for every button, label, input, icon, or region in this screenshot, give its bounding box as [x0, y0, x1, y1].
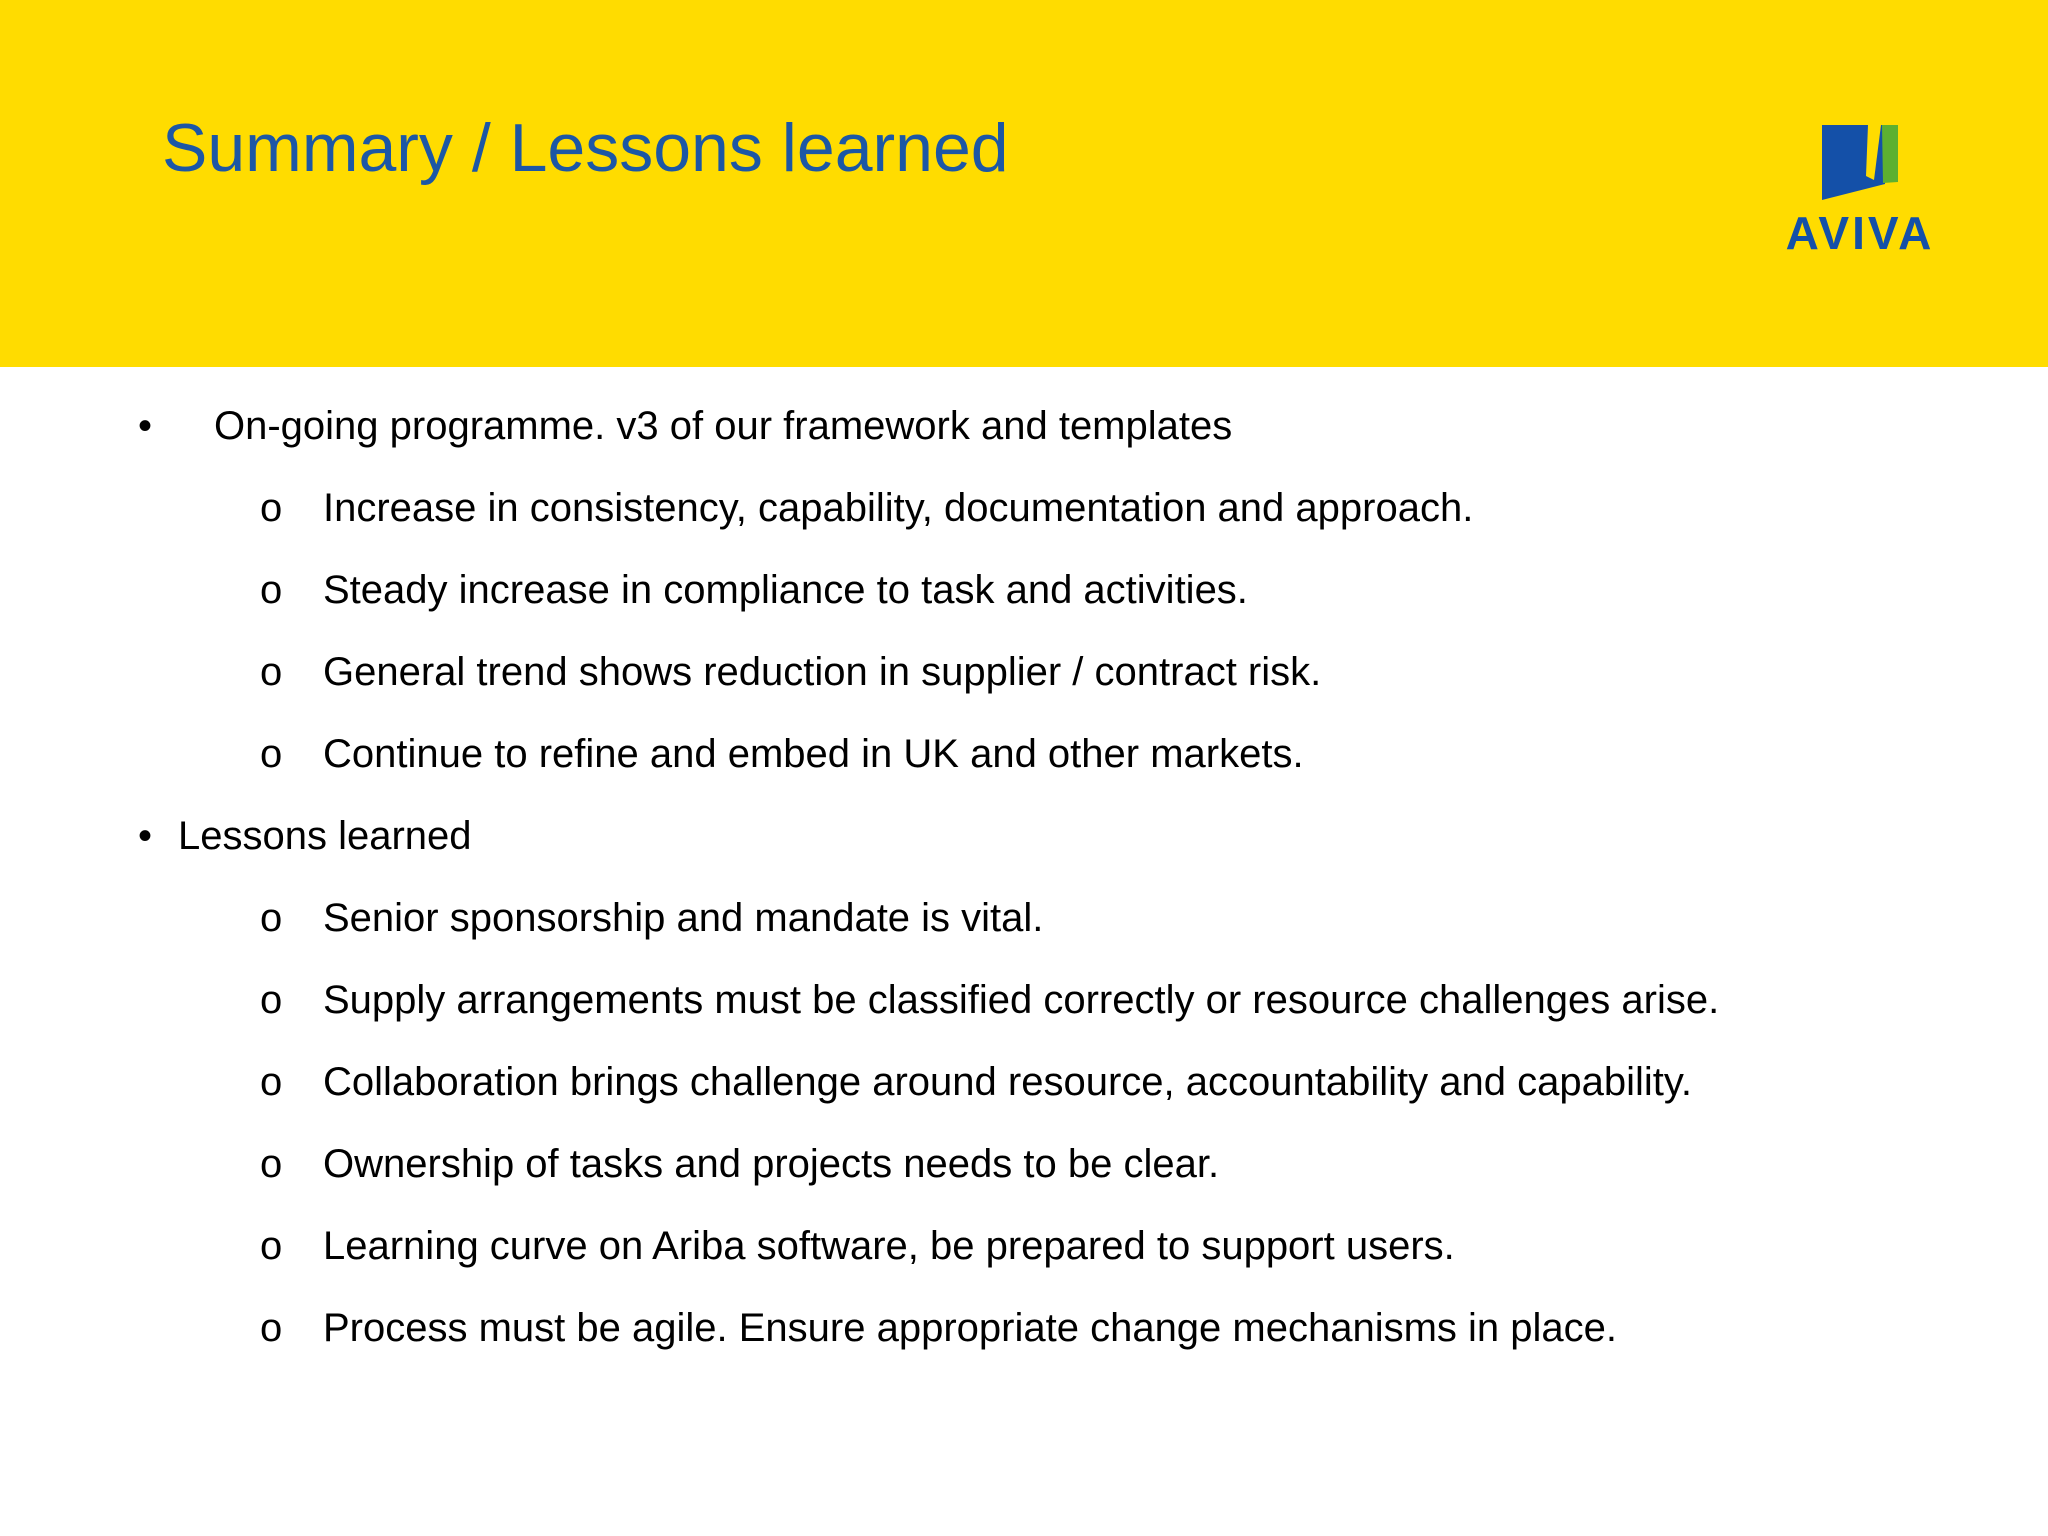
- sub-item-text: General trend shows reduction in supplier / contract risk.: [323, 650, 1322, 694]
- sub-item-text: Steady increase in compliance to task and activities.: [323, 568, 1248, 612]
- sub-item-text: Increase in consistency, capability, documentation and approach.: [323, 486, 1474, 530]
- sub-item-text: Continue to refine and embed in UK and other markets.: [323, 732, 1304, 776]
- sub-marker: o: [260, 732, 283, 776]
- sub-marker: o: [260, 1060, 283, 1104]
- sub-marker: o: [260, 1142, 283, 1186]
- sub-marker: o: [260, 896, 283, 940]
- sub-item-text: Ownership of tasks and projects needs to be clear.: [323, 1142, 1220, 1186]
- sub-marker: o: [260, 486, 283, 530]
- slide-title: Summary / Lessons learned: [162, 110, 1009, 186]
- sub-item-text: Learning curve on Ariba software, be prepared to support users.: [323, 1224, 1455, 1268]
- bullet-text: Lessons learned: [178, 814, 472, 858]
- sub-item-text: Collaboration brings challenge around resource, accountability and capability.: [323, 1060, 1692, 1104]
- bullet-marker: •: [138, 404, 153, 448]
- logo-green-shape: [1882, 125, 1898, 183]
- sub-marker: o: [260, 568, 283, 612]
- sub-item-text: Senior sponsorship and mandate is vital.: [323, 896, 1044, 940]
- sub-item-text: Supply arrangements must be classified correctly or resource challenges arise.: [323, 978, 1720, 1022]
- bullet-marker: •: [138, 814, 153, 858]
- bullet-text: On-going programme. v3 of our framework and templates: [214, 404, 1233, 448]
- sub-marker: o: [260, 978, 283, 1022]
- sub-item-text: Process must be agile. Ensure appropriate change mechanisms in place.: [323, 1306, 1618, 1350]
- sub-marker: o: [260, 650, 283, 694]
- logo-wordmark: AVIVA: [1785, 207, 1935, 259]
- sub-marker: o: [260, 1224, 283, 1268]
- aviva-logo: [1765, 120, 1955, 260]
- aviva-flag-icon: [1765, 120, 1955, 210]
- sub-marker: o: [260, 1306, 283, 1350]
